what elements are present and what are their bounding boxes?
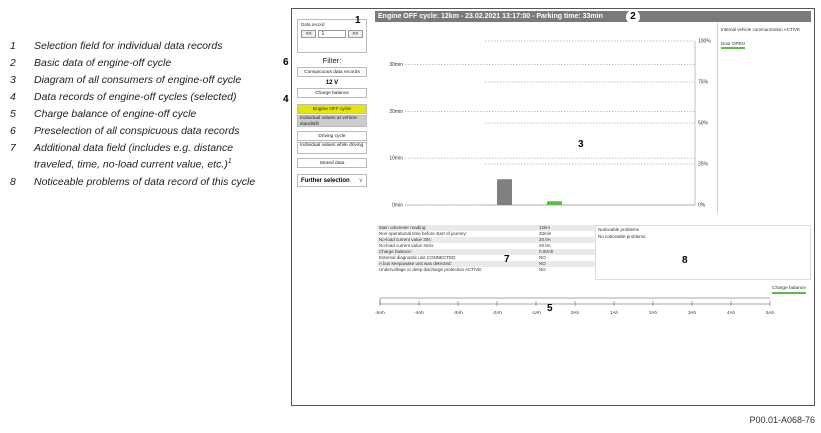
legend-text-body: Data records of engine-off cycles (selected): [34, 91, 237, 103]
legend-item: [10, 108, 265, 121]
data-record-label: Data record: [301, 22, 325, 27]
legend-number: 6: [10, 125, 16, 137]
charge-axis-tick-label: -3Ah: [453, 310, 463, 315]
driving-cycle-button[interactable]: Driving cycle: [297, 131, 367, 141]
legend-text: [34, 176, 265, 189]
callout-5: 5: [547, 303, 553, 314]
legend-number: 4: [10, 91, 16, 103]
legend-text-body: Selection field for individual data records: [34, 40, 223, 52]
consumer-chart: [375, 23, 715, 213]
cycle-title-bar: Engine OFF cycle: 12km - 23.02.2021 13:17:00 - Parking time: 33min: [375, 11, 811, 22]
chevron-down-icon: ∨: [358, 178, 363, 184]
legend-text: [34, 108, 265, 121]
y-right-tick-label: 100%: [698, 38, 711, 45]
chart-bar: [547, 201, 562, 205]
table-value: 0.00Ah: [539, 249, 554, 254]
legend-text: [34, 125, 265, 138]
legend-text: [34, 142, 265, 172]
legend-text-body: Preselection of all conspicuous data records: [34, 125, 240, 137]
further-selection-label: Further selection: [301, 178, 350, 184]
table-value: 12km: [539, 225, 551, 230]
charge-balance-label: Charge balance: [772, 286, 806, 294]
table-key: Main odometer reading:: [379, 225, 427, 230]
charge-axis-tick-label: -1Ah: [531, 310, 541, 315]
charge-axis-tick-label: -2Ah: [492, 310, 502, 315]
table-key: No-load current value 3min:: [379, 243, 435, 248]
callout-6: 6: [283, 57, 289, 68]
charge-axis-tick-label: 0Ah: [570, 310, 580, 315]
table-value: NO: [539, 261, 546, 266]
table-key: A bus keepawake unit was detected:: [379, 261, 452, 266]
legend-text: [34, 40, 265, 53]
legend-text-body: Noticeable problems of data record of this cycle: [34, 175, 256, 188]
table-key: Undervoltage or deep discharge protection ACTIVE:: [379, 267, 483, 272]
table-key: External diagnostic unit CONNECTED:: [379, 255, 457, 260]
door-status: Door OPEN: [721, 41, 745, 49]
legend-item: [10, 142, 265, 172]
legend-number: 2: [10, 57, 16, 69]
charge-balance-button[interactable]: Charge balance: [297, 88, 367, 98]
table-value: NO: [539, 255, 546, 260]
legend-number: 5: [10, 108, 16, 120]
y-right-tick-label: 25%: [698, 161, 709, 168]
status-info-panel: [717, 23, 811, 213]
voltage-label: 12 V: [325, 80, 339, 86]
legend-text-body: Additional data field (includes e.g. distance traveled, time, no-load current value, etc.): [34, 142, 234, 171]
legend-text-body: Diagram of all consumers of engine-off cycle: [34, 74, 242, 86]
y-left-tick-label: 10min: [389, 155, 403, 162]
table-key: Non-operational time before start of journey:: [379, 231, 468, 236]
table-key: No-load current value 30s:: [379, 237, 432, 242]
record-number-field[interactable]: 1: [318, 30, 345, 38]
legend-number: 8: [10, 175, 16, 188]
individual-values-standstill-button[interactable]: Individual values at vehicle standstill: [297, 115, 367, 127]
charge-axis-tick-label: -5Ah: [375, 310, 385, 315]
consumer-diagram: [375, 23, 715, 213]
charge-axis-tick-label: 1Ah: [609, 310, 619, 315]
legend-item: [10, 176, 265, 189]
figure-reference: P00.01-A068-76: [749, 415, 815, 425]
legend-text-body: Basic data of engine-off cycle: [34, 57, 172, 69]
problems-panel: [595, 225, 811, 280]
legend-text-body: Charge balance of engine-off cycle: [34, 108, 197, 120]
communication-status: Internal vehicle communication ACTIVE: [721, 27, 801, 32]
callout-2: 2: [626, 10, 640, 24]
conspicuous-records-button[interactable]: Conspicuous data records: [297, 67, 367, 77]
table-value: 20.0A: [539, 237, 551, 242]
legend-number: 7: [10, 142, 16, 154]
callout-7: 7: [504, 254, 510, 265]
individual-values-driving-button[interactable]: Individual values while driving: [297, 142, 367, 154]
y-left-tick-label: 0min: [392, 202, 403, 209]
stored-data-button[interactable]: Stored data: [297, 158, 367, 168]
additional-data-table: [377, 225, 595, 273]
callout-1: 1: [355, 15, 361, 26]
table-row: [377, 267, 595, 273]
charge-balance-svg: [375, 294, 775, 318]
y-right-tick-label: 50%: [698, 120, 709, 127]
callout-3: 3: [578, 139, 584, 150]
diagnosis-screen: [283, 8, 815, 406]
table-value: NO: [539, 267, 546, 272]
y-left-tick-label: 30min: [389, 61, 403, 68]
legend-item: [10, 125, 265, 138]
legend-item: [10, 40, 265, 53]
legend-text: [34, 74, 265, 87]
legend-number: 1: [10, 40, 16, 52]
chart-bar: [497, 179, 512, 205]
y-right-tick-label: 0%: [698, 202, 706, 209]
legend: [10, 40, 265, 193]
charge-axis-tick-label: 4Ah: [726, 310, 736, 315]
filter-label: Filter:: [322, 56, 342, 65]
further-selection-dropdown[interactable]: [297, 174, 367, 187]
charge-axis-tick-label: -4Ah: [414, 310, 424, 315]
y-left-tick-label: 20min: [389, 108, 403, 115]
table-key: Charge balance:: [379, 249, 413, 254]
callout-4: 4: [283, 94, 289, 105]
table-value: 20.0A: [539, 243, 551, 248]
engine-off-cycle-button[interactable]: Engine OFF cycle: [297, 104, 367, 114]
y-right-tick-label: 75%: [698, 79, 709, 86]
legend-text: [34, 57, 265, 70]
legend-item: [10, 57, 265, 70]
charge-axis-tick-label: 2Ah: [648, 310, 658, 315]
legend-text: [34, 91, 265, 104]
callout-8: 8: [682, 255, 688, 266]
problems-header: Noticeable problems: [598, 227, 640, 232]
charge-axis-tick-label: 3Ah: [687, 310, 697, 315]
legend-item: [10, 91, 265, 104]
charge-axis-tick-label: 5Ah: [765, 310, 775, 315]
legend-item: [10, 74, 265, 87]
left-panel: [297, 19, 367, 187]
table-value: 33min: [539, 231, 552, 236]
charge-balance-axis: [375, 294, 775, 318]
problems-text: No noticeable problems.: [598, 234, 647, 239]
prev-record-button[interactable]: <<: [301, 30, 316, 38]
next-record-button[interactable]: >>: [348, 30, 363, 38]
legend-number: 3: [10, 74, 16, 86]
legend-footnote-mark: 1: [227, 158, 232, 165]
